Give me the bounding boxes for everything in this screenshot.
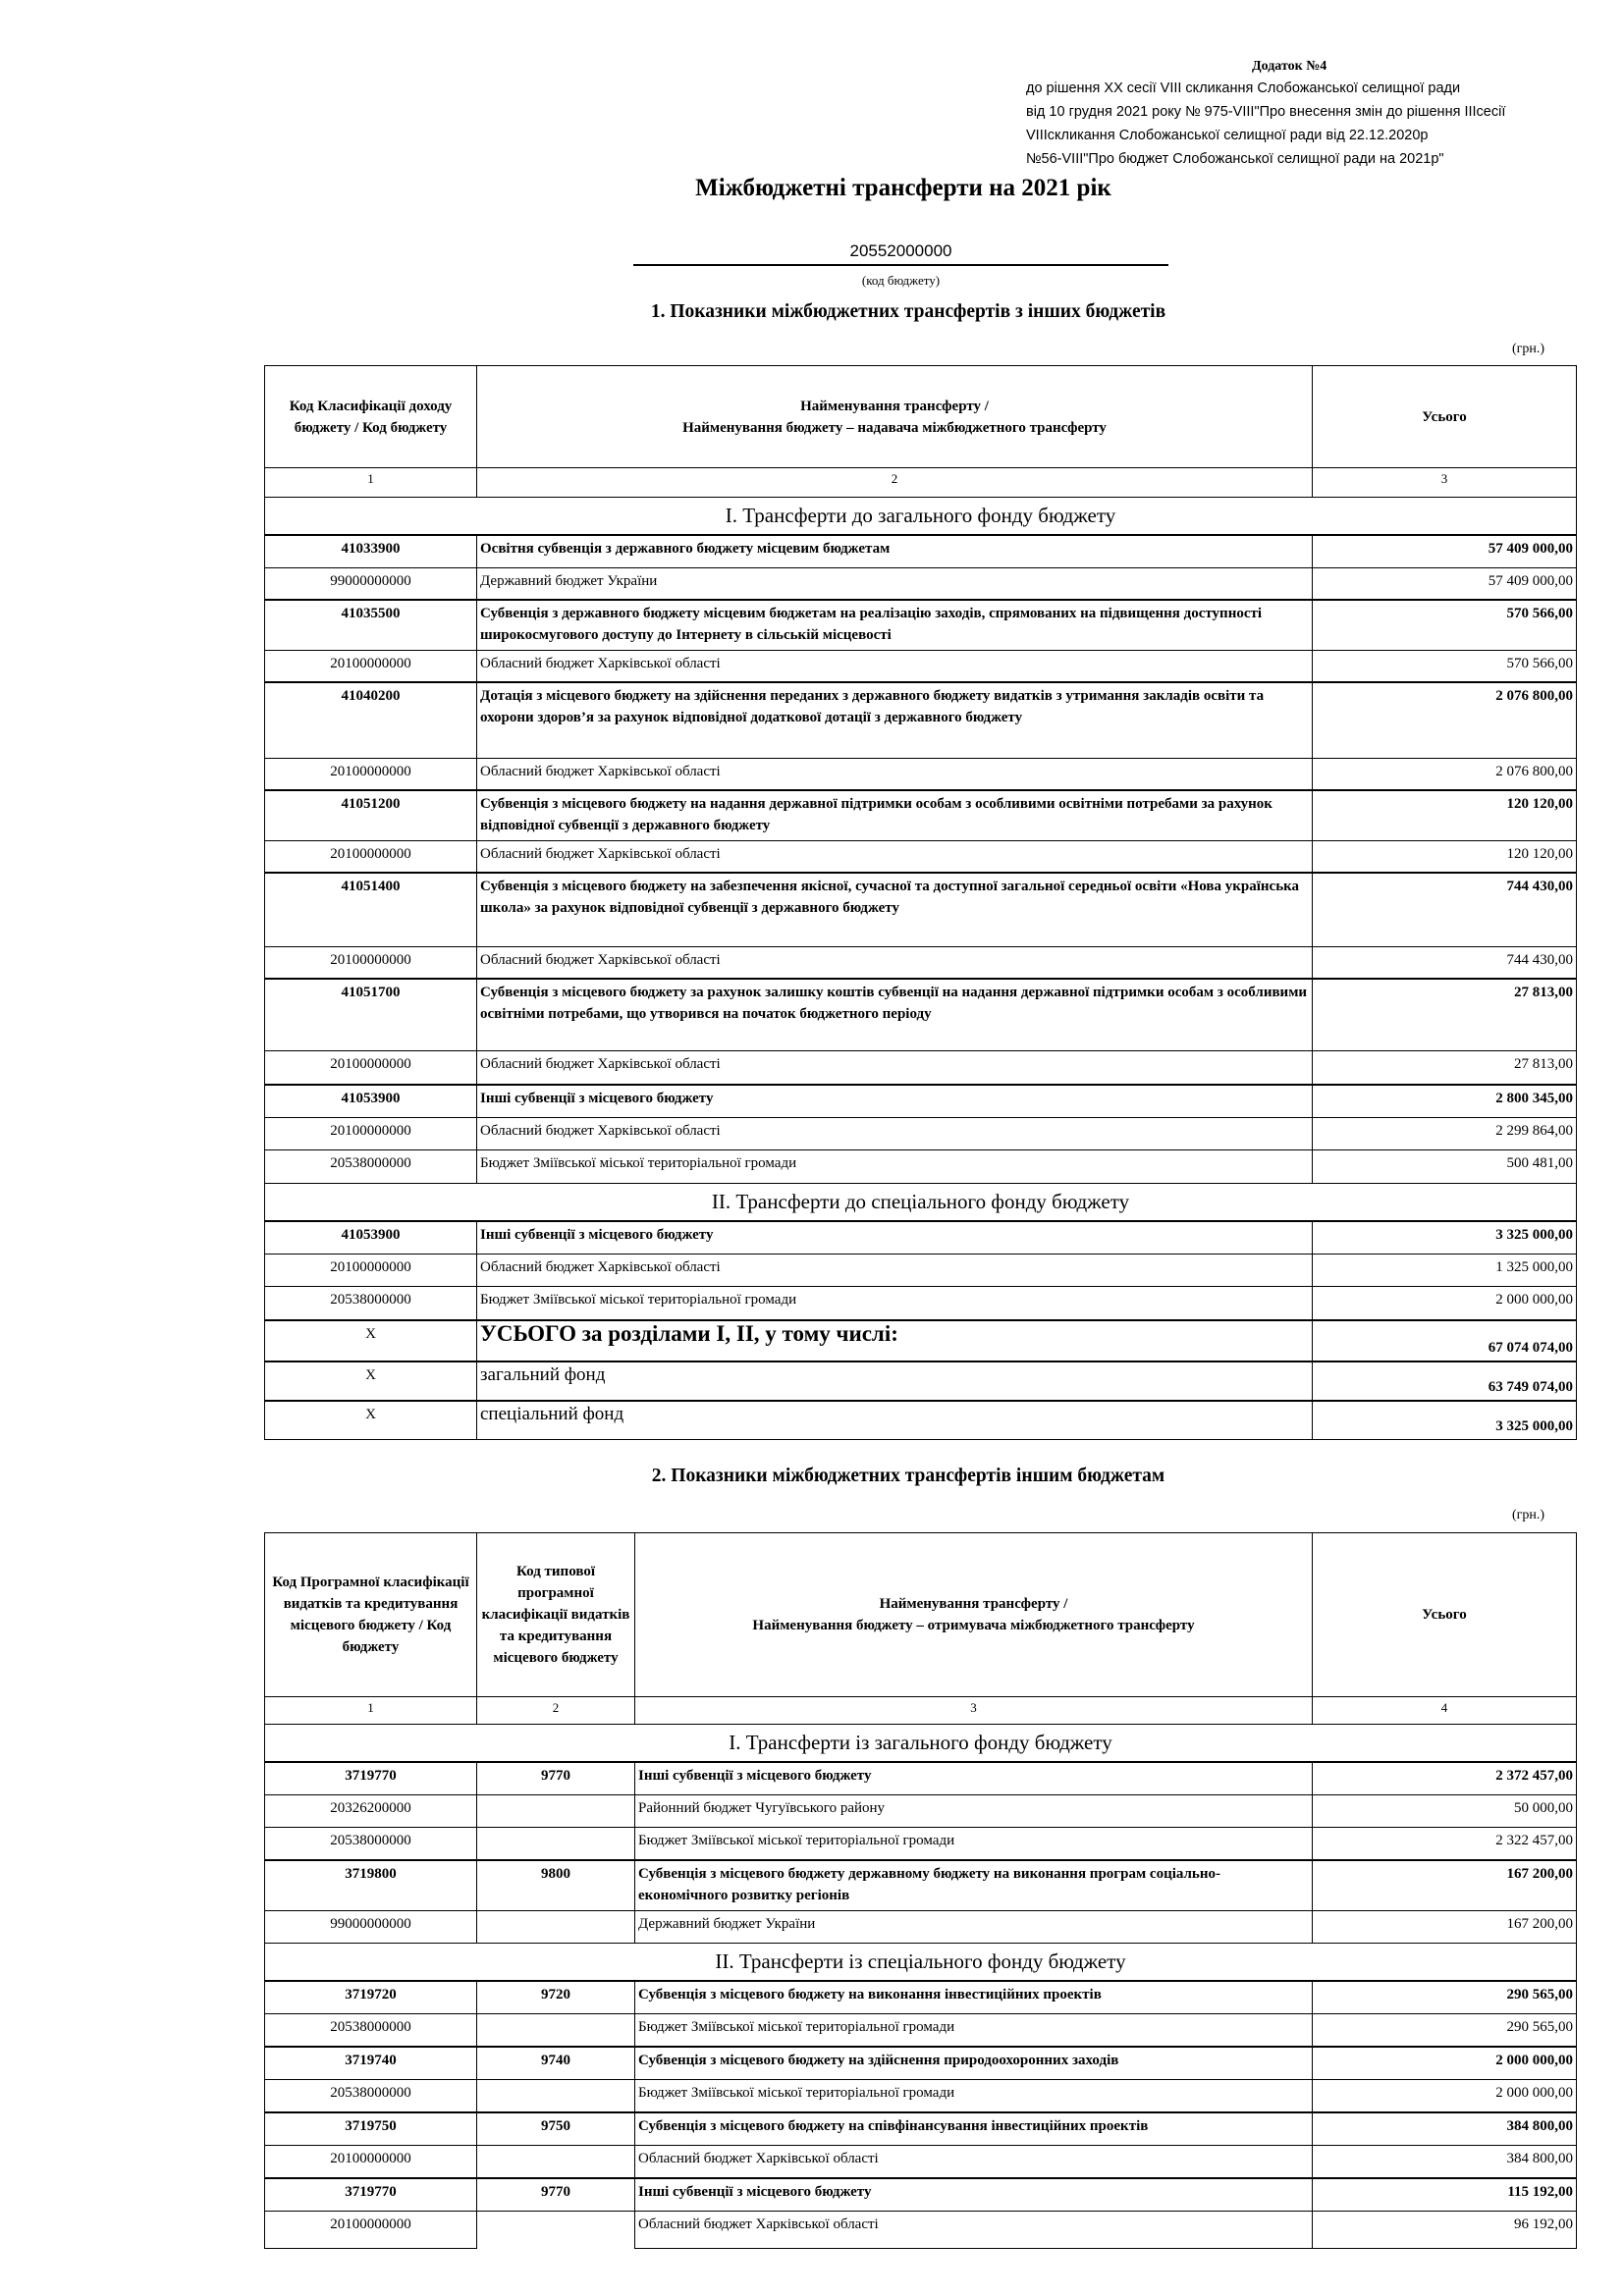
row-name: Районний бюджет Чугуївського району bbox=[635, 1795, 1313, 1828]
row-name: Обласний бюджет Харківської області bbox=[635, 2212, 1313, 2249]
table-row bbox=[265, 1287, 1577, 1320]
table-row bbox=[265, 1150, 1577, 1184]
row-code: 41051200 bbox=[265, 790, 477, 841]
row-code: 20538000000 bbox=[265, 2080, 477, 2112]
row-type-code bbox=[477, 1795, 635, 1828]
row-name: Обласний бюджет Харківської області bbox=[477, 1255, 1313, 1287]
row-name: Інші субвенції з місцевого бюджету bbox=[477, 1085, 1313, 1118]
row-code: 20538000000 bbox=[265, 1828, 477, 1860]
row-total: 57 409 000,00 bbox=[1313, 535, 1577, 568]
row-code: 20100000000 bbox=[265, 2212, 477, 2249]
table-row bbox=[265, 1118, 1577, 1150]
row-total: 115 192,00 bbox=[1313, 2178, 1577, 2212]
row-code: 41051400 bbox=[265, 873, 477, 947]
row-total: 2 076 800,00 bbox=[1313, 759, 1577, 790]
row-code: 20100000000 bbox=[265, 2146, 477, 2178]
row-name: Обласний бюджет Харківської області bbox=[477, 841, 1313, 873]
row-type-code bbox=[477, 1828, 635, 1860]
group-title: II. Трансферти до спеціального фонду бюджету bbox=[265, 1184, 1577, 1221]
row-name: Бюджет Зміївської міської територіальної громади bbox=[477, 1287, 1313, 1320]
row-total: 2 076 800,00 bbox=[1313, 682, 1577, 759]
row-name: Обласний бюджет Харківської області bbox=[477, 1051, 1313, 1085]
row-type-code: 9770 bbox=[477, 2178, 635, 2212]
row-name: Субвенція з місцевого бюджету за рахунок залишку коштів субвенції на надання державної підтримки особам з особливими освітніми потребами, що утворився на початок бюджетного періоду bbox=[477, 979, 1313, 1051]
row-type-code: 9740 bbox=[477, 2047, 635, 2080]
total-row bbox=[265, 1401, 1577, 1440]
header-name-line1: Найменування трансферту / bbox=[879, 1596, 1068, 1612]
row-total: 570 566,00 bbox=[1313, 651, 1577, 682]
row-total: 2 372 457,00 bbox=[1313, 1762, 1577, 1795]
appendix-number: Додаток №4 bbox=[1252, 59, 1327, 74]
group-title: II. Трансферти із спеціального фонду бюджету bbox=[265, 1944, 1577, 1981]
row-total: 384 800,00 bbox=[1313, 2112, 1577, 2146]
row-name: Субвенція з місцевого бюджету на здійснення природоохоронних заходів bbox=[635, 2047, 1313, 2080]
section2-title: 2. Показники міжбюджетних трансфертів іншим бюджетам bbox=[651, 1466, 1165, 1486]
total-row bbox=[265, 1362, 1577, 1401]
header-prog-code: Код Програмної класифікації видатків та кредитування місцевого бюджету / Код бюджету bbox=[265, 1533, 477, 1697]
row-code: 20100000000 bbox=[265, 1118, 477, 1150]
row-total: 2 800 345,00 bbox=[1313, 1085, 1577, 1118]
index-cell: 3 bbox=[635, 1697, 1313, 1725]
row-name: Бюджет Зміївської міської територіальної громади bbox=[635, 2014, 1313, 2047]
header-name-line2: Найменування бюджету – отримувача міжбюджетного трансферту bbox=[752, 1618, 1195, 1633]
table-row bbox=[265, 1762, 1577, 1795]
header-code: Код Класифікації доходу бюджету / Код бюджету bbox=[265, 366, 477, 468]
row-total: 2 322 457,00 bbox=[1313, 1828, 1577, 1860]
section2-unit: (грн.) bbox=[1512, 1508, 1545, 1522]
table-row bbox=[265, 2112, 1577, 2146]
row-total: 1 325 000,00 bbox=[1313, 1255, 1577, 1287]
row-name: УСЬОГО за розділами I, II, у тому числі: bbox=[477, 1320, 1313, 1362]
table-row bbox=[265, 2178, 1577, 2212]
row-type-code: 9750 bbox=[477, 2112, 635, 2146]
table-row bbox=[265, 2080, 1577, 2112]
appendix-line: №56-VIII"Про бюджет Слобожанської селищної ради на 2021р" bbox=[1026, 151, 1444, 167]
row-code: 41053900 bbox=[265, 1221, 477, 1255]
row-code: X bbox=[265, 1320, 477, 1362]
header-total: Усього bbox=[1313, 366, 1577, 468]
row-code: 3719750 bbox=[265, 2112, 477, 2146]
row-code: 41035500 bbox=[265, 600, 477, 651]
row-name: Інші субвенції з місцевого бюджету bbox=[635, 1762, 1313, 1795]
budget-code: 20552000000 bbox=[633, 241, 1168, 266]
table-row bbox=[265, 1860, 1577, 1911]
row-code: 3719770 bbox=[265, 2178, 477, 2212]
table-row bbox=[265, 1221, 1577, 1255]
row-code: 20100000000 bbox=[265, 651, 477, 682]
row-code: X bbox=[265, 1401, 477, 1440]
row-name: Обласний бюджет Харківської області bbox=[477, 1118, 1313, 1150]
table-row bbox=[265, 759, 1577, 790]
row-code: 41033900 bbox=[265, 535, 477, 568]
index-cell: 2 bbox=[477, 468, 1313, 498]
row-name: Субвенція з місцевого бюджету на надання державної підтримки особам з особливими освітніми потребами за рахунок відповідної субвенції з державного бюджету bbox=[477, 790, 1313, 841]
section1-title: 1. Показники міжбюджетних трансфертів з інших бюджетів bbox=[650, 301, 1166, 322]
row-type-code: 9720 bbox=[477, 1981, 635, 2014]
row-name: Державний бюджет України bbox=[477, 568, 1313, 600]
row-code: 20538000000 bbox=[265, 1287, 477, 1320]
row-total: 167 200,00 bbox=[1313, 1860, 1577, 1911]
index-cell: 3 bbox=[1313, 468, 1577, 498]
row-total: 27 813,00 bbox=[1313, 979, 1577, 1051]
row-code: 3719740 bbox=[265, 2047, 477, 2080]
header-name-line2: Найменування бюджету – надавача міжбюджетного трансферту bbox=[682, 419, 1107, 436]
row-name: Обласний бюджет Харківської області bbox=[635, 2146, 1313, 2178]
header-name-line1: Найменування трансферту / bbox=[800, 398, 989, 414]
row-name: спеціальний фонд bbox=[477, 1401, 1313, 1440]
row-total: 120 120,00 bbox=[1313, 790, 1577, 841]
row-type-code bbox=[477, 1911, 635, 1944]
row-total: 384 800,00 bbox=[1313, 2146, 1577, 2178]
group-title: I. Трансферти до загального фонду бюджету bbox=[265, 498, 1577, 535]
row-name: Освітня субвенція з державного бюджету місцевим бюджетам bbox=[477, 535, 1313, 568]
table-row bbox=[265, 873, 1577, 947]
group-title: I. Трансферти із загального фонду бюджету bbox=[265, 1725, 1577, 1762]
row-total: 120 120,00 bbox=[1313, 841, 1577, 873]
row-total: 290 565,00 bbox=[1313, 2014, 1577, 2047]
appendix-line: до рішення XX сесії VIII скликання Слобожанської селищної ради bbox=[1026, 80, 1461, 96]
row-total: 2 000 000,00 bbox=[1313, 2047, 1577, 2080]
row-code: 20100000000 bbox=[265, 947, 477, 979]
table-row bbox=[265, 651, 1577, 682]
table-row bbox=[265, 979, 1577, 1051]
row-total: 67 074 074,00 bbox=[1313, 1320, 1577, 1362]
row-name: Субвенція з місцевого бюджету на виконання інвестиційних проектів bbox=[635, 1981, 1313, 2014]
row-type-code bbox=[477, 2212, 635, 2249]
row-total: 2 000 000,00 bbox=[1313, 1287, 1577, 1320]
row-total: 50 000,00 bbox=[1313, 1795, 1577, 1828]
row-name: Обласний бюджет Харківської області bbox=[477, 759, 1313, 790]
table-row bbox=[265, 790, 1577, 841]
row-name: Державний бюджет України bbox=[635, 1911, 1313, 1944]
row-type-code bbox=[477, 2146, 635, 2178]
table-row bbox=[265, 2014, 1577, 2047]
header-name bbox=[635, 1533, 1313, 1697]
row-name: Бюджет Зміївської міської територіальної громади bbox=[635, 2080, 1313, 2112]
row-total: 96 192,00 bbox=[1313, 2212, 1577, 2249]
row-total: 570 566,00 bbox=[1313, 600, 1577, 651]
row-type-code: 9770 bbox=[477, 1762, 635, 1795]
row-code: 20326200000 bbox=[265, 1795, 477, 1828]
row-total: 2 299 864,00 bbox=[1313, 1118, 1577, 1150]
row-total: 3 325 000,00 bbox=[1313, 1221, 1577, 1255]
table-row bbox=[265, 1085, 1577, 1118]
row-code: 3719770 bbox=[265, 1762, 477, 1795]
row-code: 20100000000 bbox=[265, 1051, 477, 1085]
row-code: 3719720 bbox=[265, 1981, 477, 2014]
row-total: 500 481,00 bbox=[1313, 1150, 1577, 1184]
row-name: Бюджет Зміївської міської територіальної громади bbox=[635, 1828, 1313, 1860]
row-type-code: 9800 bbox=[477, 1860, 635, 1911]
appendix-line: від 10 грудня 2021 року № 975-VIII"Про внесення змін до рішення IIIсесії bbox=[1026, 104, 1506, 120]
header-name bbox=[477, 366, 1313, 468]
row-code: 20100000000 bbox=[265, 841, 477, 873]
row-code: 20100000000 bbox=[265, 1255, 477, 1287]
row-code: 41051700 bbox=[265, 979, 477, 1051]
row-total: 63 749 074,00 bbox=[1313, 1362, 1577, 1401]
header-type-code: Код типової програмної класифікації видатків та кредитування місцевого бюджету bbox=[477, 1533, 635, 1697]
table-row bbox=[265, 2146, 1577, 2178]
row-total: 57 409 000,00 bbox=[1313, 568, 1577, 600]
row-name: Обласний бюджет Харківської області bbox=[477, 651, 1313, 682]
row-name: Інші субвенції з місцевого бюджету bbox=[635, 2178, 1313, 2212]
row-name: Субвенція з місцевого бюджету державному бюджету на виконання програм соціально-економічного розвитку регіонів bbox=[635, 1860, 1313, 1911]
document-title: Міжбюджетні трансферти на 2021 рік bbox=[695, 175, 1111, 201]
row-type-code bbox=[477, 2080, 635, 2112]
row-code: 99000000000 bbox=[265, 1911, 477, 1944]
row-name: Дотація з місцевого бюджету на здійснення переданих з державного бюджету видатків з утримання закладів освіти та охорони здоров’я за рахунок відповідної додаткової дотації з державного бюджету bbox=[477, 682, 1313, 759]
row-total: 3 325 000,00 bbox=[1313, 1401, 1577, 1440]
table-row bbox=[265, 1981, 1577, 2014]
table-row bbox=[265, 1795, 1577, 1828]
row-name: Субвенція з державного бюджету місцевим бюджетам на реалізацію заходів, спрямованих на підвищення доступності широкосмугового доступу до Інтернету в сільській місцевості bbox=[477, 600, 1313, 651]
section1-unit: (грн.) bbox=[1512, 342, 1545, 356]
row-code: 99000000000 bbox=[265, 568, 477, 600]
table-row bbox=[265, 1255, 1577, 1287]
total-row bbox=[265, 1320, 1577, 1362]
row-total: 290 565,00 bbox=[1313, 1981, 1577, 2014]
table-row bbox=[265, 841, 1577, 873]
row-code: X bbox=[265, 1362, 477, 1401]
table-row bbox=[265, 947, 1577, 979]
table-row bbox=[265, 2212, 1577, 2249]
header-total: Усього bbox=[1313, 1533, 1577, 1697]
table-row bbox=[265, 682, 1577, 759]
row-total: 167 200,00 bbox=[1313, 1911, 1577, 1944]
row-code: 3719800 bbox=[265, 1860, 477, 1911]
table-row bbox=[265, 1051, 1577, 1085]
row-name: загальний фонд bbox=[477, 1362, 1313, 1401]
row-code: 41040200 bbox=[265, 682, 477, 759]
budget-code-label: (код бюджету) bbox=[861, 273, 941, 288]
row-name: Обласний бюджет Харківської області bbox=[477, 947, 1313, 979]
row-type-code bbox=[477, 2014, 635, 2047]
row-name: Субвенція з місцевого бюджету на забезпечення якісної, сучасної та доступної загальної середньої освіти «Нова українська школа» за рахунок відповідної субвенції з державного бюджету bbox=[477, 873, 1313, 947]
row-total: 744 430,00 bbox=[1313, 947, 1577, 979]
row-total: 2 000 000,00 bbox=[1313, 2080, 1577, 2112]
row-code: 20100000000 bbox=[265, 759, 477, 790]
row-name: Субвенція з місцевого бюджету на співфінансування інвестиційних проектів bbox=[635, 2112, 1313, 2146]
table-row bbox=[265, 568, 1577, 600]
table-row bbox=[265, 2047, 1577, 2080]
table-row bbox=[265, 1911, 1577, 1944]
row-total: 744 430,00 bbox=[1313, 873, 1577, 947]
row-name: Бюджет Зміївської міської територіальної громади bbox=[477, 1150, 1313, 1184]
index-cell: 1 bbox=[265, 1697, 477, 1725]
table-row bbox=[265, 1828, 1577, 1860]
index-cell: 1 bbox=[265, 468, 477, 498]
section2-table bbox=[264, 1532, 1577, 2249]
row-code: 41053900 bbox=[265, 1085, 477, 1118]
table-row bbox=[265, 535, 1577, 568]
row-code: 20538000000 bbox=[265, 1150, 477, 1184]
row-name: Інші субвенції з місцевого бюджету bbox=[477, 1221, 1313, 1255]
appendix-note bbox=[1026, 57, 1596, 171]
section1-table bbox=[264, 365, 1577, 1440]
table-row bbox=[265, 600, 1577, 651]
appendix-line: VIIIскликання Слобожанської селищної ради від 22.12.2020р bbox=[1026, 128, 1429, 143]
row-code: 20538000000 bbox=[265, 2014, 477, 2047]
row-total: 27 813,00 bbox=[1313, 1051, 1577, 1085]
index-cell: 4 bbox=[1313, 1697, 1577, 1725]
index-cell: 2 bbox=[477, 1697, 635, 1725]
